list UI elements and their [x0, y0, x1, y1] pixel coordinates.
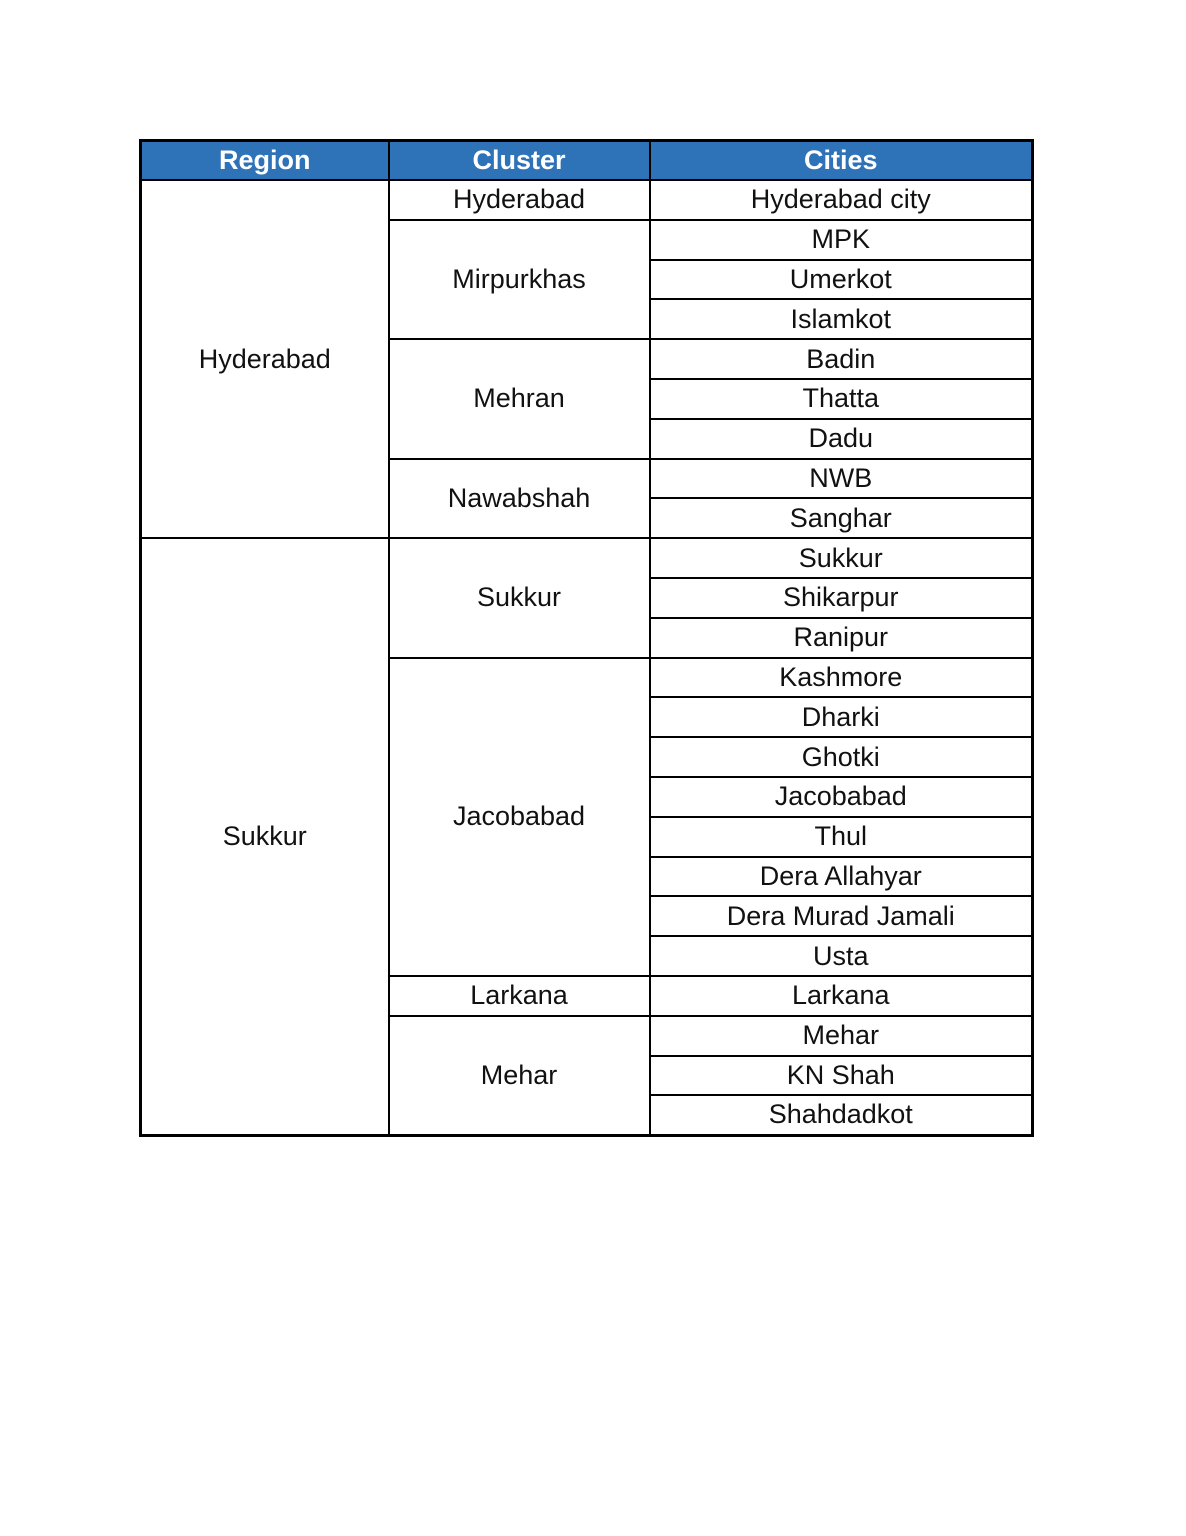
region-cluster-cities-table	[139, 139, 1034, 1137]
cluster-cell: Mehar	[389, 1016, 650, 1135]
cluster-cell: Mehran	[389, 339, 650, 458]
city-cell: Dera Murad Jamali	[650, 896, 1033, 936]
city-cell: Dadu	[650, 419, 1033, 459]
table-row	[141, 538, 1033, 578]
city-cell: Ghotki	[650, 737, 1033, 777]
region-cell: Sukkur	[141, 538, 389, 1135]
header-row	[141, 141, 1033, 181]
table-row	[141, 180, 1033, 220]
city-cell: Thatta	[650, 379, 1033, 419]
header-cities: Cities	[650, 141, 1033, 181]
city-cell: Thul	[650, 817, 1033, 857]
cluster-cell: Hyderabad	[389, 180, 650, 220]
city-cell: Usta	[650, 936, 1033, 976]
cluster-cell: Nawabshah	[389, 459, 650, 539]
city-cell: KN Shah	[650, 1056, 1033, 1096]
header-region: Region	[141, 141, 389, 181]
table-body	[141, 180, 1033, 1135]
city-cell: Mehar	[650, 1016, 1033, 1056]
city-cell: NWB	[650, 459, 1033, 499]
city-cell: Kashmore	[650, 658, 1033, 698]
table-header	[141, 141, 1033, 181]
city-cell: Dera Allahyar	[650, 857, 1033, 897]
cluster-cell: Jacobabad	[389, 658, 650, 976]
city-cell: Shahdadkot	[650, 1095, 1033, 1135]
city-cell: Jacobabad	[650, 777, 1033, 817]
city-cell: Shikarpur	[650, 578, 1033, 618]
city-cell: MPK	[650, 220, 1033, 260]
cluster-cell: Larkana	[389, 976, 650, 1016]
city-cell: Larkana	[650, 976, 1033, 1016]
city-cell: Sanghar	[650, 498, 1033, 538]
cluster-cell: Sukkur	[389, 538, 650, 657]
city-cell: Badin	[650, 339, 1033, 379]
city-cell: Umerkot	[650, 260, 1033, 300]
city-cell: Islamkot	[650, 299, 1033, 339]
region-cell: Hyderabad	[141, 180, 389, 538]
city-cell: Ranipur	[650, 618, 1033, 658]
cluster-cell: Mirpurkhas	[389, 220, 650, 339]
header-cluster: Cluster	[389, 141, 650, 181]
city-cell: Dharki	[650, 697, 1033, 737]
city-cell: Sukkur	[650, 538, 1033, 578]
city-cell: Hyderabad city	[650, 180, 1033, 220]
